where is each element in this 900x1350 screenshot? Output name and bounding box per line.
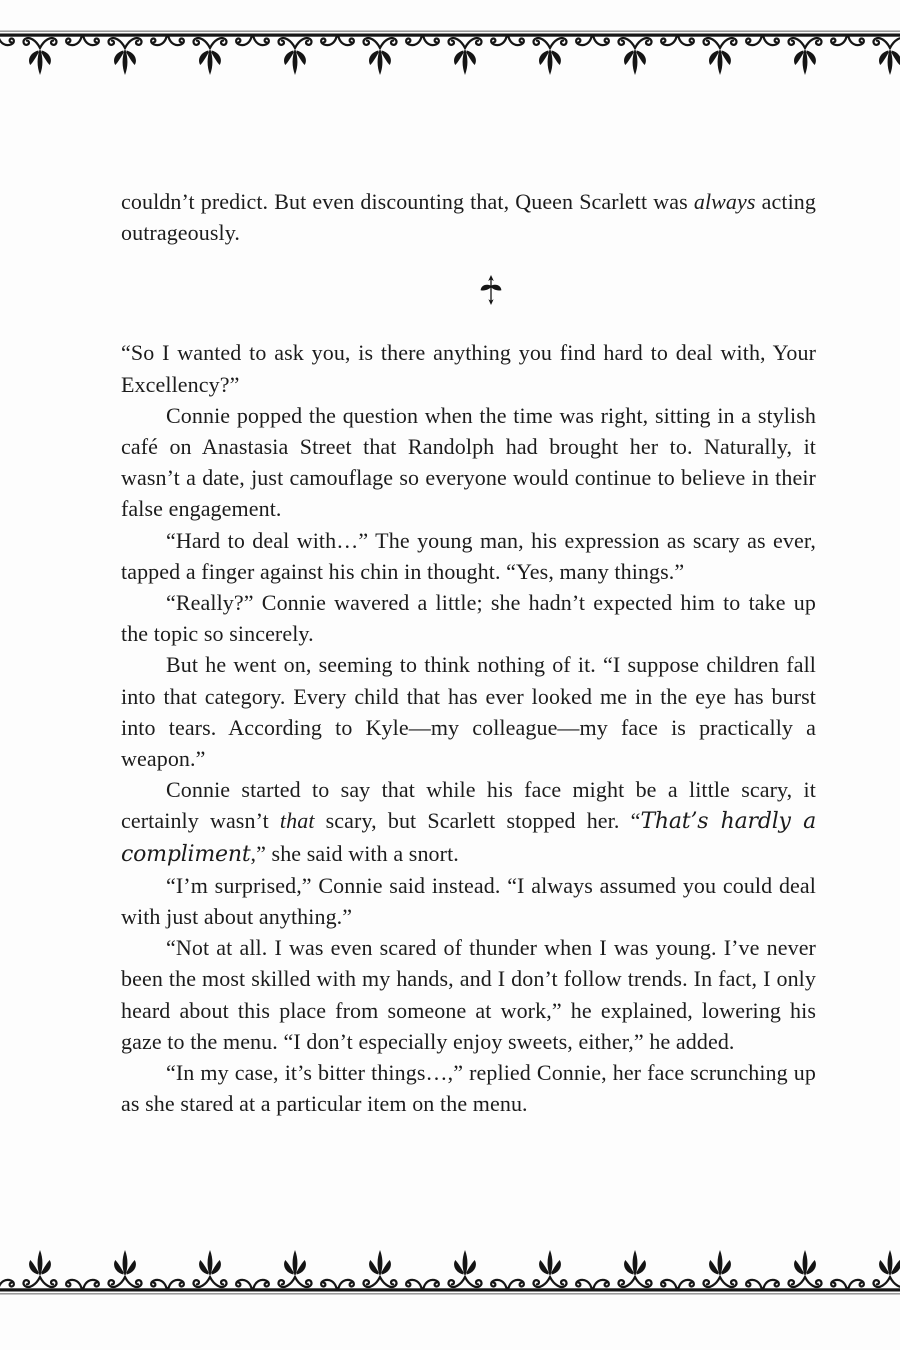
- paragraph: [121, 932, 816, 1057]
- body-text: “In my case, it’s bitter things…,” replied Connie, her face scrunching up as she stared at a particular item on the menu.: [121, 1060, 816, 1117]
- body-text: “Hard to deal with…” The young man, his expression as scary as ever, tapped a finger against his chin in thought. “Yes, many things.”: [121, 527, 816, 584]
- paragraph: [121, 186, 816, 248]
- paragraph: [121, 870, 816, 932]
- paragraph: [121, 400, 816, 525]
- bottom-ornamental-border: [0, 1247, 900, 1295]
- body-text: Connie popped the question when the time was right, sitting in a stylish café on Anastasia Street that Randolph had brought her to. Naturally, it wasn’t a date, just camouflage so everyone would continue to believe in their false engagement.: [121, 402, 816, 522]
- paragraph: [121, 1057, 816, 1119]
- paragraph: [121, 337, 816, 399]
- body-text: Connie started to say that while his face might be a little scary, it certainly wasn’t: [121, 777, 816, 834]
- body-text: “I’m surprised,” Connie said instead. “I always assumed you could deal with just about anything.”: [121, 872, 816, 930]
- body-text: “So I wanted to ask you, is there anything you find hard to deal with, Your Excellency?”: [121, 340, 816, 397]
- paragraph: [121, 525, 816, 587]
- body-text: ,” she said with a snort.: [250, 840, 459, 866]
- page-text: [121, 0, 816, 1119]
- body-text: couldn’t predict. But even discounting that, Queen Scarlett was: [121, 189, 694, 214]
- paragraph: [121, 774, 816, 870]
- emphasis-text: That’s hardly a compliment: [121, 809, 816, 867]
- body-text: But he went on, seeming to think nothing of it. “I suppose children fall into that category. Every child that has ever looked me in the eye has burst into tears. According to Kyle—my colleague—my face is practically a weapon.”: [121, 652, 816, 772]
- body-text: acting outrageously.: [121, 189, 816, 246]
- scroll-fleur-border-icon: [0, 1247, 900, 1295]
- paragraph: [121, 649, 816, 774]
- body-text: “Really?” Connie wavered a little; she hadn’t expected him to take up the topic so sincerely.: [121, 590, 816, 647]
- fleuron-separator-icon: [480, 275, 502, 305]
- paragraph: [121, 587, 816, 649]
- body-text: scary, but Scarlett stopped her. “: [314, 808, 641, 834]
- body-text: “Not at all. I was even scared of thunder when I was young. I’ve never been the most skilled with my hands, and I don’t follow trends. In fact, I only heard about this place from someone at work,” he explained, lowering his gaze to the menu. “I don’t especially enjoy sweets, either,” he added.: [121, 935, 816, 1054]
- emphasis-text: that: [279, 808, 315, 834]
- emphasis-text: always: [693, 189, 756, 214]
- scene-break: [121, 275, 816, 305]
